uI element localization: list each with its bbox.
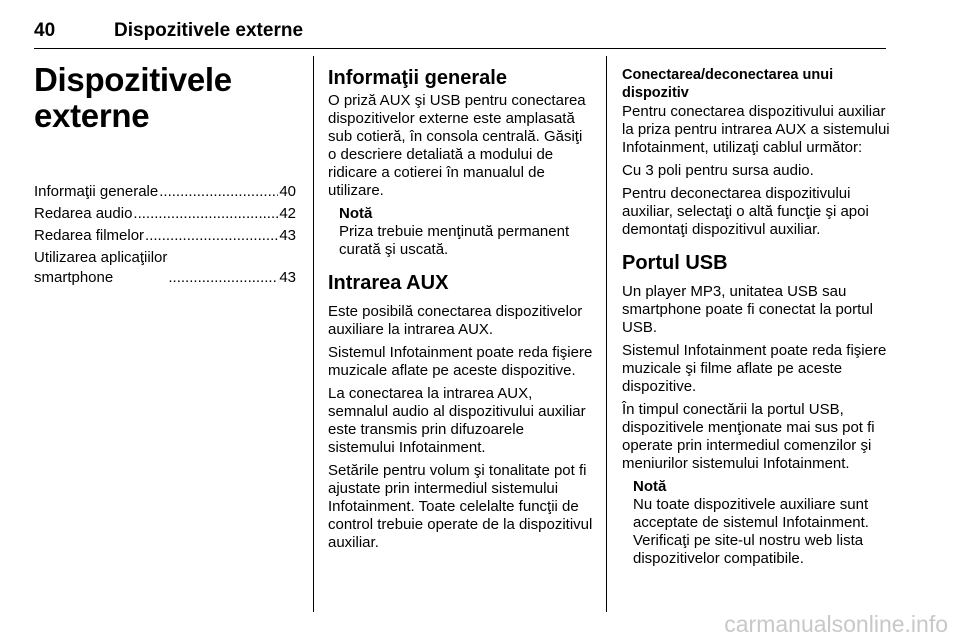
chapter-column bbox=[34, 56, 296, 290]
toc-entry[interactable] bbox=[34, 248, 296, 288]
toc-entry[interactable] bbox=[34, 182, 296, 202]
watermark: carmanualsonline.info bbox=[724, 611, 948, 637]
general-info-paragraph: O priză AUX şi USB pentru conectarea dispozitivelor externe este amplasată sub cotieră, în consola centrală. Găsiţi o descriere detaliată a modului de ridicare a cotierei în manualul de utilizare. bbox=[328, 92, 586, 199]
toc-entry-page: 43 bbox=[279, 269, 296, 286]
aux-paragraph: Setările pentru volum şi tonalitate pot fi ajustate prin intermediul sistemului Infotainment. Toate celelalte funcţii de control trebuie operate de la dispozitivul auxiliar. bbox=[328, 462, 593, 551]
usb-paragraph: Sistemul Infotainment poate reda fişiere muzicale şi filme aflate pe aceste dispozitive. bbox=[622, 342, 887, 395]
page-number: 40 bbox=[34, 20, 56, 41]
chapter-title-line-2: externe bbox=[34, 97, 150, 134]
toc-entry-page: 40 bbox=[279, 183, 296, 200]
table-of-contents bbox=[34, 182, 296, 288]
usb-heading: Portul USB bbox=[622, 252, 728, 274]
note-title: Notă bbox=[339, 205, 373, 222]
chapter-title bbox=[34, 62, 296, 134]
aux-paragraph: La conectarea la intrarea AUX, semnalul audio al dispozitivului auxiliar este transmis prin difuzoarele sistemului Infotainment. bbox=[328, 385, 586, 456]
note-box bbox=[339, 205, 594, 259]
connection-paragraph: Cu 3 poli pentru sursa audio. bbox=[622, 162, 814, 179]
note-title: Notă bbox=[633, 478, 667, 495]
note-text: Priza trebuie menţinută permanent curată şi uscată. bbox=[339, 223, 570, 258]
usb-paragraph: Un player MP3, unitatea USB sau smartphone poate fi conectat la portul USB. bbox=[622, 283, 873, 336]
chapter-title-line-1: Dispozitivele bbox=[34, 61, 232, 98]
usb-paragraph: În timpul conectării la portul USB, dispozitivele menţionate mai sus pot fi operate prin intermediul comenzilor şi meniurilor sistemului Infotainment. bbox=[622, 401, 875, 472]
toc-dot-leader bbox=[145, 226, 278, 246]
connection-paragraph: Pentru deconectarea dispozitivului auxiliar, selectaţi o altă funcţie şi apoi demontaţi dispozitivul auxiliar. bbox=[622, 185, 869, 238]
page-header bbox=[34, 0, 886, 49]
toc-entry-label: Utilizarea aplicaţiilor smartphone bbox=[34, 249, 168, 286]
connection-heading: Conectarea/deconectarea unui dispozitiv bbox=[622, 67, 834, 101]
toc-entry-label: Redarea audio bbox=[34, 205, 133, 222]
general-info-heading: Informaţii generale bbox=[328, 67, 507, 89]
connection-paragraph: Pentru conectarea dispozitivului auxiliar la priza pentru intrarea AUX a sistemului Infotainment, utilizaţi cablul următor: bbox=[622, 103, 890, 156]
toc-entry-label: Informaţii generale bbox=[34, 183, 159, 200]
note-text: Nu toate dispozitivele auxiliare sunt acceptate de sistemul Infotainment. Verificaţi pe site-ul nostru web lista dispozitivelor compatibile. bbox=[633, 496, 869, 567]
running-title: Dispozitivele externe bbox=[114, 20, 304, 41]
general-info-column bbox=[328, 56, 594, 557]
aux-paragraph: Sistemul Infotainment poate reda fişiere muzicale aflate pe aceste dispozitive. bbox=[328, 344, 593, 379]
connection-column bbox=[622, 56, 890, 574]
toc-entry-label: Redarea filmelor bbox=[34, 227, 145, 244]
column-divider-1 bbox=[313, 56, 314, 612]
toc-dot-leader bbox=[133, 204, 278, 224]
toc-entry[interactable] bbox=[34, 226, 296, 246]
toc-entry-page: 42 bbox=[279, 205, 296, 222]
toc-dot-leader bbox=[159, 182, 278, 202]
aux-paragraph: Este posibilă conectarea dispozitivelor auxiliare la intrarea AUX. bbox=[328, 303, 583, 338]
toc-entry-page: 43 bbox=[279, 227, 296, 244]
toc-entry[interactable] bbox=[34, 204, 296, 224]
column-divider-2 bbox=[606, 56, 607, 612]
note-box bbox=[633, 478, 890, 568]
toc-dot-leader bbox=[168, 268, 278, 288]
aux-heading: Intrarea AUX bbox=[328, 272, 449, 294]
